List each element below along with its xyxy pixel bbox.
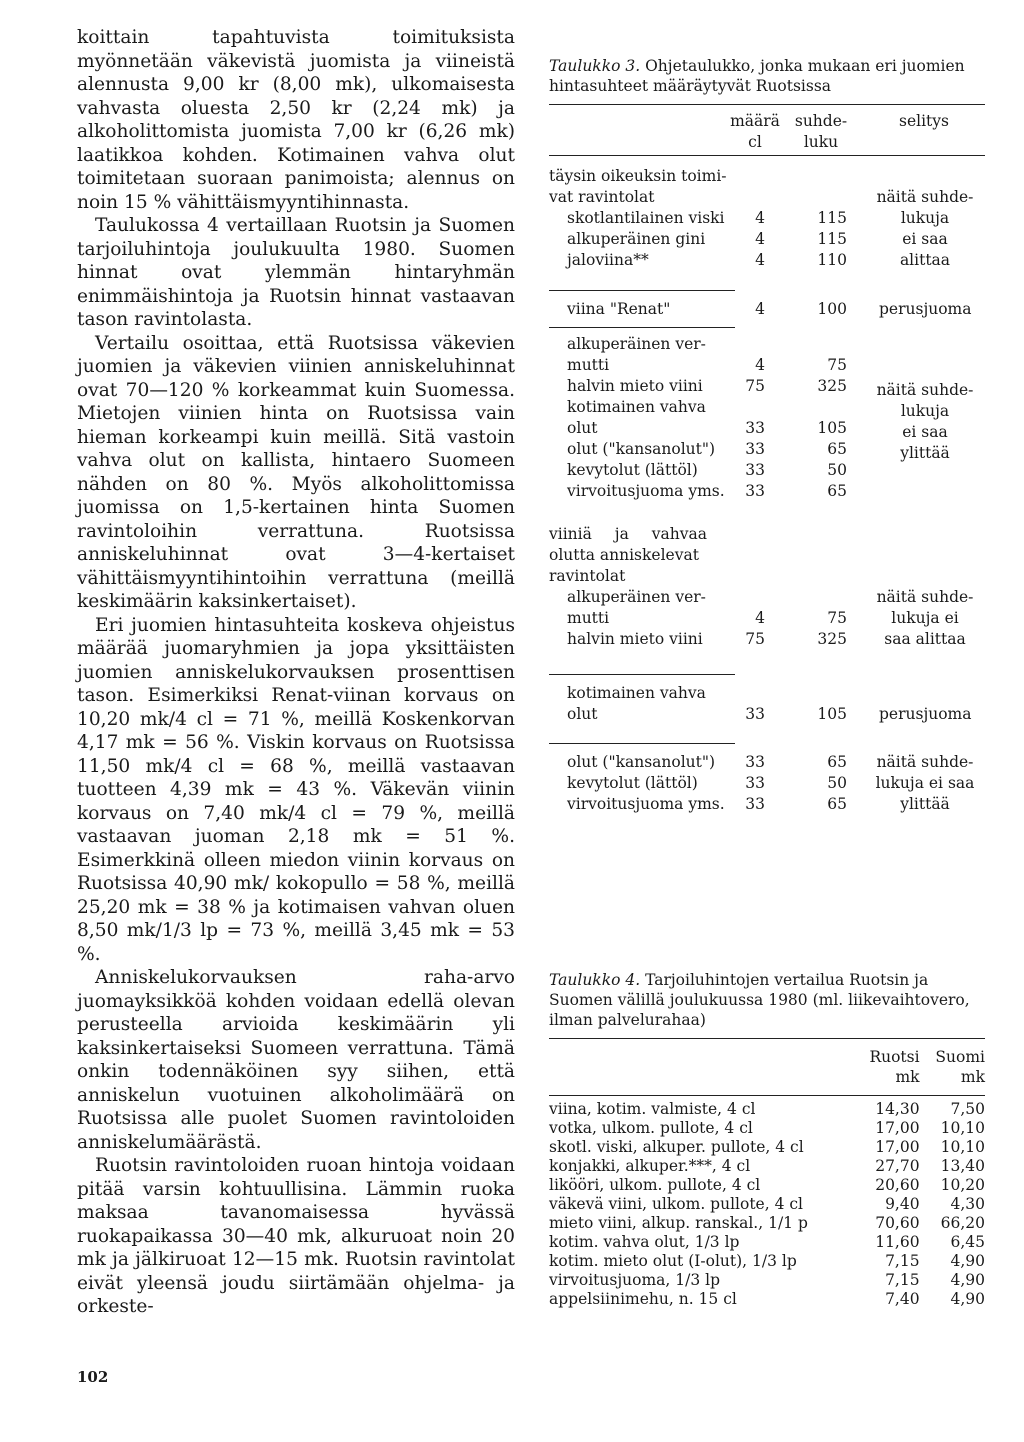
drink-name: alkuperäinen ver- xyxy=(567,588,706,606)
cell-finland-price: 4,90 xyxy=(950,1290,985,1308)
group-label: vat ravintolat xyxy=(549,188,655,206)
cell-finland-price: 10,10 xyxy=(940,1138,985,1156)
ratio-value: 325 xyxy=(817,630,847,648)
cell-finland-price: 10,10 xyxy=(940,1119,985,1137)
cell-item: likööri, ulkom. pullote, 4 cl xyxy=(549,1176,761,1194)
ratio-value: 50 xyxy=(827,461,847,479)
amount-value: 33 xyxy=(745,482,765,500)
ratio-value: 65 xyxy=(827,482,847,500)
table-4-caption-text: Tarjoiluhintojen vertailua Ruotsin ja Suomen välillä joulukuussa 1980 (ml. liikevaihtovero, ilman palvelurahaa) xyxy=(549,971,970,1029)
drink-name: viina "Renat" xyxy=(567,300,671,318)
price-comparison-table xyxy=(549,1039,985,1309)
body-paragraph: Vertailu osoittaa, että Ruotsissa väkevien juomien ja väkevien viinien anniskeluhinnat ovat 70—120 % korkeammat kuin Suomessa. Mietojen viinien hinta on Ruotsissa vain hieman korkeampi kuin meillä. Sitä vastoin vahva olut on kallista, hintaero Suomeen nähden on 80 %. Myös alkoholittomissa juomissa on 1,5-kertainen hinta Suomen ravintoloihin verrattuna. Ruotsissa anniskeluhinnat ovat 3—4-kertaiset vähittäismyyntihintoihin verrattuna (meillä keskimäärin kaksinkertaiset). xyxy=(77,332,515,612)
table-4-body xyxy=(549,1100,985,1309)
amount-value: 33 xyxy=(745,461,765,479)
table-4-caption xyxy=(549,970,985,1030)
header-finland xyxy=(920,1039,985,1087)
ratio-value: 65 xyxy=(827,440,847,458)
header-sweden-line1: Ruotsi xyxy=(869,1048,920,1066)
table-3-section-wine-beer-license xyxy=(549,524,985,674)
ratio-value: 50 xyxy=(827,774,847,792)
rule-note-line: saa alittaa xyxy=(884,630,966,648)
rule-note-line: näitä suhde- xyxy=(876,588,974,606)
ratio-value: 105 xyxy=(817,705,847,723)
table-4 xyxy=(549,970,985,1309)
ratio-value: 110 xyxy=(817,251,847,269)
cell-item: väkevä viini, ulkom. pullote, 4 cl xyxy=(549,1195,804,1213)
cell-sweden-price: 20,60 xyxy=(875,1176,920,1194)
cell-sweden-price: 7,15 xyxy=(885,1252,920,1270)
group-label: viiniä ja vahvaa xyxy=(549,525,707,543)
rule-note xyxy=(865,587,985,650)
drink-name: kotimainen vahva xyxy=(567,684,706,702)
cell-sweden-price: 17,00 xyxy=(875,1138,920,1156)
cell-sweden-price: 70,60 xyxy=(875,1214,920,1232)
rule-note-line: näitä suhde- xyxy=(876,188,974,206)
drink-name: kevytolut (lättöl) xyxy=(567,461,698,479)
header-sweden xyxy=(854,1039,920,1087)
rule-note: perusjuoma xyxy=(879,300,972,318)
ratio-value: 105 xyxy=(817,419,847,437)
table-3-section-upper-limit xyxy=(549,328,985,524)
drink-name: olut xyxy=(567,419,598,437)
amount-value: 33 xyxy=(745,705,765,723)
rule-note-line: näitä suhde- xyxy=(876,381,974,399)
header-sweden-line2: mk xyxy=(895,1068,920,1086)
table-3 xyxy=(549,56,985,824)
header-item xyxy=(549,1039,854,1087)
cell-finland-price: 4,90 xyxy=(950,1271,985,1289)
table-3-caption-label: Taulukko 3. xyxy=(549,57,641,75)
amount-value: 4 xyxy=(755,230,765,248)
header-finland-line2: mk xyxy=(960,1068,985,1086)
amount-value: 4 xyxy=(755,251,765,269)
table-3-section-base-spirit xyxy=(549,291,985,327)
drink-name: olut ("kansanolut") xyxy=(567,753,716,771)
body-paragraph: Taulukossa 4 vertaillaan Ruotsin ja Suomen tarjoiluhintoja joulukuulta 1980. Suomen hinnat ovat ylemmän hintaryhmän enimmäishintoja ja Ruotsin hinnat vastaavan tason ravintolasta. xyxy=(77,215,515,330)
header-explanation: selitys xyxy=(899,112,949,130)
body-paragraph: Eri juomien hintasuhteita koskeva ohjeistus määrää juomaryhmien ja jopa yksittäisten juomien anniskelukorvauksen prosenttisen tason. Esimerkiksi Renat-viinan korvaus on 10,20 mk/4 cl = 71 %, meillä Koskenkorvan 4,17 mk = 56 %. Viskin korvaus on Ruotsissa 11,50 mk/4 cl = 68 %, meillä vastaavan tuotteen 4,39 mk = 43 %. Väkevän viinin korvaus on 7,40 mk/4 cl = 79 %, meillä vastaavan juoman 2,18 mk = 51 %. Esimerkkinä olleen miedon viinin korvaus on Ruotsissa 40,90 mk/ kokopullo = 58 %, meillä 25,20 mk = 38 % ja kotimaisen vahvan oluen 8,50 mk/1/3 lp = 73 %, meillä 3,45 mk = 53 %. xyxy=(77,614,515,965)
rule-note-line: lukuja ei saa xyxy=(875,774,975,792)
table-3-header xyxy=(549,105,985,155)
drink-name: kotimainen vahva xyxy=(567,398,706,416)
drink-name: olut ("kansanolut") xyxy=(567,440,716,458)
cell-sweden-price: 27,70 xyxy=(875,1157,920,1175)
amount-value: 75 xyxy=(745,377,765,395)
ratio-value: 115 xyxy=(817,209,847,227)
rule-note xyxy=(865,187,985,271)
cell-item: votka, ulkom. pullote, 4 cl xyxy=(549,1119,753,1137)
rule-note-line: lukuja xyxy=(900,209,950,227)
drink-name: halvin mieto viini xyxy=(567,630,703,648)
group-label: täysin oikeuksin toimi- xyxy=(549,167,727,185)
table-row xyxy=(549,1176,985,1195)
header-finland-line1: Suomi xyxy=(935,1048,985,1066)
cell-finland-price: 7,50 xyxy=(950,1100,985,1118)
drink-name: jaloviina** xyxy=(567,251,649,269)
ratio-value: 325 xyxy=(817,377,847,395)
table-row xyxy=(549,1138,985,1157)
cell-item: appelsiinimehu, n. 15 cl xyxy=(549,1290,737,1308)
rule-note xyxy=(865,752,985,815)
header-ratio xyxy=(789,111,853,153)
cell-sweden-price: 7,40 xyxy=(885,1290,920,1308)
table-row xyxy=(549,1271,985,1290)
amount-value: 33 xyxy=(745,753,765,771)
amount-value: 33 xyxy=(745,795,765,813)
table-rule xyxy=(549,1095,985,1096)
rule-note: perusjuoma xyxy=(879,705,972,723)
cell-item: kotim. mieto olut (I-olut), 1/3 lp xyxy=(549,1252,797,1270)
cell-item: konjakki, alkuper.***, 4 cl xyxy=(549,1157,751,1175)
table-3-caption-text: Ohjetaulukko, jonka mukaan eri juomien hintasuhteet määräytyvät Ruotsissa xyxy=(549,57,965,95)
amount-value: 4 xyxy=(755,356,765,374)
table-3-caption xyxy=(549,56,985,96)
amount-value: 33 xyxy=(745,774,765,792)
cell-item: kotim. vahva olut, 1/3 lp xyxy=(549,1233,740,1251)
amount-value: 33 xyxy=(745,419,765,437)
cell-sweden-price: 17,00 xyxy=(875,1119,920,1137)
drink-name: kevytolut (lättöl) xyxy=(567,774,698,792)
amount-value: 4 xyxy=(755,609,765,627)
amount-value: 4 xyxy=(755,209,765,227)
cell-finland-price: 66,20 xyxy=(940,1214,985,1232)
amount-value: 33 xyxy=(745,440,765,458)
body-text-column xyxy=(77,26,515,1319)
cell-sweden-price: 9,40 xyxy=(885,1195,920,1213)
header-ratio-line1: suhde- xyxy=(794,112,848,130)
rule-note xyxy=(865,380,985,464)
table-row xyxy=(549,1100,985,1119)
amount-value: 75 xyxy=(745,630,765,648)
drink-name: halvin mieto viini xyxy=(567,377,703,395)
ratio-value: 115 xyxy=(817,230,847,248)
ratio-value: 75 xyxy=(827,609,847,627)
rule-note-line: lukuja xyxy=(900,402,950,420)
group-label: ravintolat xyxy=(549,567,626,585)
cell-sweden-price: 7,15 xyxy=(885,1271,920,1289)
table-3-section-base-beer xyxy=(549,675,985,743)
cell-finland-price: 4,90 xyxy=(950,1252,985,1270)
cell-finland-price: 6,45 xyxy=(950,1233,985,1251)
ratio-value: 65 xyxy=(827,795,847,813)
header-amount-line2: cl xyxy=(748,133,762,151)
body-paragraph: Anniskelukorvauksen raha-arvo juomayksikköä kohden voidaan edellä olevan perusteella arvioida keskimäärin yli kaksinkertaiseksi Suomeen verrattuna. Tämä onkin todennäköinen syy siihen, että anniskelun vuotuinen alkoholimäärä on Ruotsissa alle puolet Suomen ravintoloiden anniskelumäärästä. xyxy=(77,967,515,1153)
group-label: olutta anniskelevat xyxy=(549,546,699,564)
drink-name: skotlantilainen viski xyxy=(567,209,725,227)
table-header-row xyxy=(549,1039,985,1087)
table-3-section-full-license xyxy=(549,156,985,290)
amount-value: 4 xyxy=(755,300,765,318)
table-row xyxy=(549,1290,985,1309)
table-row xyxy=(549,1233,985,1252)
rule-note-line: ei saa xyxy=(902,423,948,441)
table-row xyxy=(549,1252,985,1271)
rule-note-line: lukuja ei xyxy=(891,609,959,627)
cell-finland-price: 13,40 xyxy=(940,1157,985,1175)
ratio-value: 100 xyxy=(817,300,847,318)
cell-item: viina, kotim. valmiste, 4 cl xyxy=(549,1100,756,1118)
cell-sweden-price: 14,30 xyxy=(875,1100,920,1118)
header-amount-line1: määrä xyxy=(730,112,780,130)
cell-sweden-price: 11,60 xyxy=(875,1233,920,1251)
header-ratio-line2: luku xyxy=(803,133,839,151)
cell-item: skotl. viski, alkuper. pullote, 4 cl xyxy=(549,1138,804,1156)
table-row xyxy=(549,1119,985,1138)
table-row xyxy=(549,1157,985,1176)
drink-name: alkuperäinen ver- xyxy=(567,335,706,353)
drink-name: olut xyxy=(567,705,598,723)
drink-name: mutti xyxy=(567,356,610,374)
table-row xyxy=(549,1214,985,1233)
drink-name: mutti xyxy=(567,609,610,627)
cell-finland-price: 4,30 xyxy=(950,1195,985,1213)
page-number: 102 xyxy=(77,1368,109,1386)
rule-note-line: ylittää xyxy=(900,444,950,462)
drink-name: virvoitusjuoma yms. xyxy=(567,482,725,500)
rule-note-line: ylittää xyxy=(900,795,950,813)
cell-finland-price: 10,20 xyxy=(940,1176,985,1194)
body-paragraph: Ruotsin ravintoloiden ruoan hintoja voidaan pitää varsin kohtuullisina. Lämmin ruoka maksaa tavanomaisessa hyvässä ruokapaikassa 30—40 mk, alkuruoat noin 20 mk ja jälkiruoat 12—15 mk. Ruotsin ravintolat eivät yleensä joudu siirtämään ohjelma- ja orkeste- xyxy=(77,1155,515,1317)
drink-name: alkuperäinen gini xyxy=(567,230,706,248)
table-4-caption-label: Taulukko 4. xyxy=(549,971,641,989)
cell-item: virvoitusjuoma, 1/3 lp xyxy=(549,1271,720,1289)
table-3-section-beer-upper-limit xyxy=(549,744,985,824)
rule-note-line: ei saa xyxy=(902,230,948,248)
header-amount xyxy=(725,111,785,153)
rule-note-line: alittaa xyxy=(899,251,951,269)
rule-note-line: näitä suhde- xyxy=(876,753,974,771)
body-paragraph: koittain tapahtuvista toimituksista myönnetään väkevistä juomista ja viineistä alennusta 9,00 kr (8,00 mk), ulkomaisesta vahvasta oluesta 2,50 kr (2,24 mk) ja alkoholittomista juomista 7,00 kr (6,26 mk) laatikkoa kohden. Kotimainen vahva olut toimitetaan suoraan panimoista; alennus on noin 15 % vähittäismyyntihinnasta. xyxy=(77,27,515,213)
cell-item: mieto viini, alkup. ranskal., 1/1 p xyxy=(549,1214,808,1232)
table-row xyxy=(549,1195,985,1214)
ratio-value: 75 xyxy=(827,356,847,374)
ratio-value: 65 xyxy=(827,753,847,771)
drink-name: virvoitusjuoma yms. xyxy=(567,795,725,813)
